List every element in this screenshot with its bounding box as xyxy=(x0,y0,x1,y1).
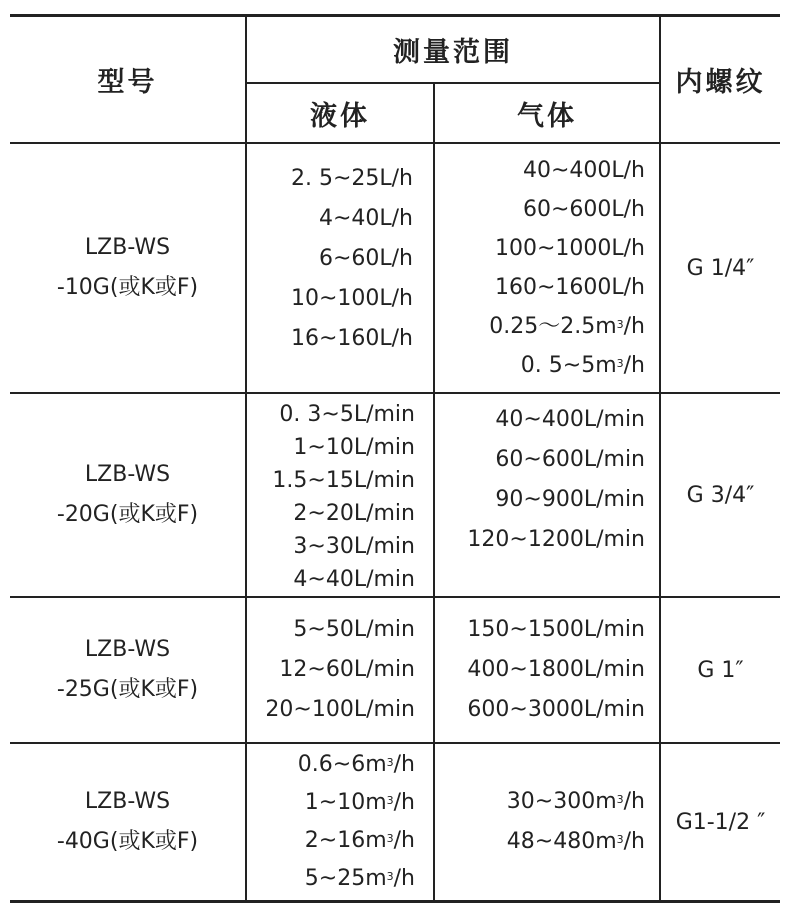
liquid-range: 1~10L/min xyxy=(293,435,415,460)
model-line1: LZB-WS xyxy=(84,462,171,487)
model-line2: -40G(或K或F) xyxy=(56,829,199,854)
thread-cell: G1-1/2 ″ xyxy=(675,809,766,835)
liquid-range-cell xyxy=(247,598,415,742)
gas-range: 150~1500L/min xyxy=(467,617,645,642)
liquid-range: 6~60L/h xyxy=(318,246,413,271)
liquid-range: 1.5~15L/min xyxy=(272,468,415,493)
liquid-range: 2~20L/min xyxy=(293,501,415,526)
header-gas: 气体 xyxy=(517,100,577,132)
model-line1: LZB-WS xyxy=(84,637,171,662)
thread-cell: G 1/4″ xyxy=(686,255,755,281)
model-cell xyxy=(10,598,245,742)
gas-range: 160~1600L/h xyxy=(494,275,645,300)
liquid-range: 4~40L/min xyxy=(293,567,415,592)
table-bottom-border xyxy=(10,900,780,903)
liquid-range: $1\sim 10m^3/h$ xyxy=(304,790,415,815)
gas-range: 100~1000L/h xyxy=(494,236,645,261)
liquid-range: $0.6\sim 6m^3/h$ xyxy=(297,752,415,777)
gas-range-cell xyxy=(435,744,645,900)
gas-range: 120~1200L/min xyxy=(467,527,645,552)
gas-range-cell xyxy=(435,394,645,566)
gas-range: $48\sim 480m^3/h$ xyxy=(506,829,645,854)
gas-range: $0.25\sim 2.5m^3/h$ xyxy=(489,314,645,339)
header-thread: 内螺纹 xyxy=(675,67,766,98)
header-liquid: 液体 xyxy=(310,100,370,132)
gas-range-cell xyxy=(435,144,645,392)
model-line1: LZB-WS xyxy=(84,235,171,260)
gas-range: 90~900L/min xyxy=(495,487,645,512)
thread-cell: G 3/4″ xyxy=(686,482,755,508)
gas-range-cell xyxy=(435,598,645,742)
gas-range: 40~400L/min xyxy=(495,407,645,432)
header-measuring-range: 测量范围 xyxy=(393,37,513,68)
liquid-range-cell xyxy=(247,398,415,596)
liquid-range: 10~100L/h xyxy=(290,286,413,311)
gas-range: 600~3000L/min xyxy=(467,697,645,722)
model-line2: -25G(或K或F) xyxy=(56,677,199,702)
liquid-range: $2\sim 16m^3/h$ xyxy=(304,828,415,853)
model-cell xyxy=(10,394,245,596)
liquid-range-cell xyxy=(247,144,413,374)
liquid-range: 0. 3~5L/min xyxy=(279,402,415,427)
liquid-range: 4~40L/h xyxy=(318,206,413,231)
model-line1: LZB-WS xyxy=(84,789,171,814)
liquid-range: 20~100L/min xyxy=(265,697,415,722)
model-line2: -10G(或K或F) xyxy=(56,275,199,300)
liquid-range: $5\sim 25m^3/h$ xyxy=(304,866,415,891)
spec-table xyxy=(10,14,780,904)
liquid-range-cell xyxy=(247,744,415,900)
model-cell xyxy=(10,144,245,392)
thread-cell: G 1″ xyxy=(697,657,744,683)
gas-range: $30\sim 300m^3/h$ xyxy=(506,789,645,814)
liquid-range: 3~30L/min xyxy=(293,534,415,559)
liquid-range: 16~160L/h xyxy=(290,326,413,351)
gas-range: 400~1800L/min xyxy=(467,657,645,682)
gas-range: 0. $5\sim 5m^3/h$ xyxy=(520,353,645,378)
liquid-range: 2. 5~25L/h xyxy=(290,166,413,191)
liquid-range: 5~50L/min xyxy=(293,617,415,642)
gas-range: 40~400L/h xyxy=(522,158,645,183)
model-line2: -20G(或K或F) xyxy=(56,502,199,527)
liquid-range: 12~60L/min xyxy=(279,657,415,682)
header-model: 型号 xyxy=(97,67,158,98)
gas-range: 60~600L/min xyxy=(495,447,645,472)
model-cell xyxy=(10,744,245,900)
gas-range: 60~600L/h xyxy=(522,197,645,222)
